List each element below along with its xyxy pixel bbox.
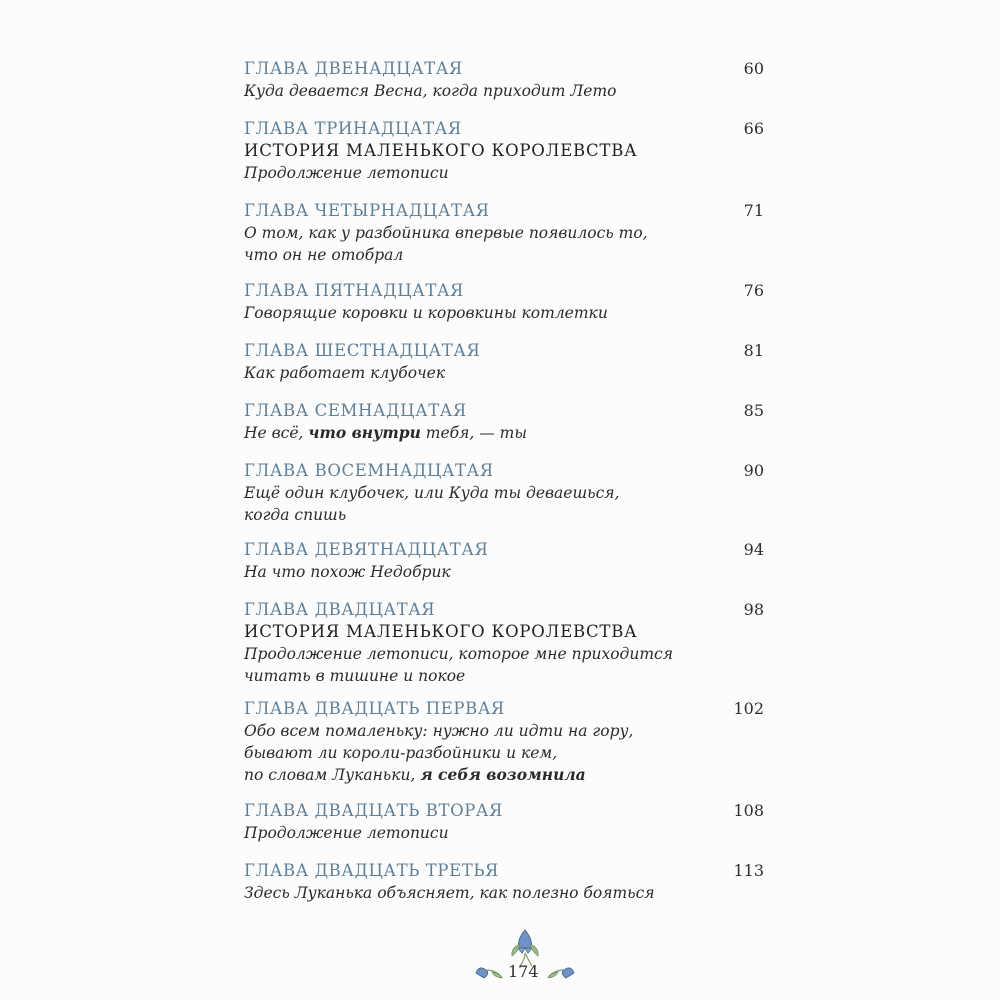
chapter-title: ГЛАВА ПЯТНАДЦАТАЯ [244, 281, 464, 300]
chapter-row [244, 118, 764, 140]
chapter-description: Куда девается Весна, когда приходит Лето [244, 82, 617, 100]
chapter-description: Продолжение летописи [244, 824, 449, 842]
chapter-title: ГЛАВА ВОСЕМНАДЦАТАЯ [244, 461, 494, 480]
chapter-title: ГЛАВА ТРИНАДЦАТАЯ [244, 119, 462, 138]
toc-entry [244, 58, 764, 102]
chapter-title: ГЛАВА ДВАДЦАТАЯ [244, 600, 436, 619]
page-number: 98 [743, 600, 764, 619]
chapter-title: ГЛАВА СЕМНАДЦАТАЯ [244, 401, 467, 420]
page-number: 81 [743, 341, 764, 360]
toc-entry [244, 400, 764, 444]
toc-entry [244, 698, 764, 786]
page-number: 94 [743, 540, 764, 559]
chapter-description: читать в тишине и покое [244, 667, 466, 685]
chapter-description: Ещё один клубочек, или Куда ты деваешься, [244, 484, 620, 502]
description-bold-part: что внутри [308, 423, 421, 442]
toc-entry [244, 200, 764, 266]
page-number: 85 [743, 401, 764, 420]
chapter-description: На что похож Недобрик [244, 563, 451, 581]
page-number: 66 [743, 119, 764, 138]
chapter-title: ГЛАВА ЧЕТЫРНАДЦАТАЯ [244, 201, 490, 220]
chapter-title: ГЛАВА ДВАДЦАТЬ ПЕРВАЯ [244, 699, 505, 718]
chapter-row [244, 460, 764, 482]
chapter-title: ГЛАВА ДВЕНАДЦАТАЯ [244, 59, 463, 78]
page-number: 113 [733, 861, 764, 880]
page-number: 108 [733, 801, 764, 820]
description-part: по словам Луканьки, [244, 766, 421, 784]
chapter-description: Продолжение летописи [244, 164, 449, 182]
chapter-row [244, 58, 764, 80]
chapter-row [244, 400, 764, 422]
page-number: 60 [743, 59, 764, 78]
toc-entry [244, 800, 764, 844]
chapter-description: Говорящие коровки и коровкины котлетки [244, 304, 608, 322]
page-number: 90 [743, 461, 764, 480]
page-number: 102 [733, 699, 764, 718]
chapter-description: что он не отобрал [244, 246, 404, 264]
chapter-title: ГЛАВА ДВАДЦАТЬ ТРЕТЬЯ [244, 861, 499, 880]
toc-entry [244, 340, 764, 384]
toc-entry [244, 460, 764, 526]
page-footer [470, 926, 580, 986]
toc-entry [244, 539, 764, 583]
chapter-row [244, 200, 764, 222]
chapter-description: бывают ли короли-разбойники и кем, [244, 744, 558, 762]
chapter-description: О том, как у разбойника впервые появилось то, [244, 224, 648, 242]
chapter-description: Здесь Луканька объясняет, как полезно бояться [244, 884, 655, 902]
chapter-title: ГЛАВА ДВАДЦАТЬ ВТОРАЯ [244, 801, 503, 820]
chapter-row [244, 800, 764, 822]
chapter-description: Как работает клубочек [244, 364, 446, 382]
section-subheading: ИСТОРИЯ МАЛЕНЬКОГО КОРОЛЕВСТВА [244, 622, 638, 641]
chapter-row [244, 599, 764, 621]
toc-entry [244, 118, 764, 184]
chapter-description: Обо всем помаленьку: нужно ли идти на гору, [244, 722, 634, 740]
description-part: тебя, — ты [420, 424, 527, 442]
page-number-footer: 174 [508, 962, 539, 981]
chapter-description [244, 764, 764, 786]
chapter-row [244, 698, 764, 720]
section-subheading: ИСТОРИЯ МАЛЕНЬКОГО КОРОЛЕВСТВА [244, 141, 638, 160]
chapter-description: когда спишь [244, 506, 347, 524]
chapter-row [244, 860, 764, 882]
chapter-row [244, 539, 764, 561]
description-bold-part: я себя возомнила [420, 765, 586, 784]
description-part: Не всё, [244, 424, 309, 442]
chapter-title: ГЛАВА ШЕСТНАДЦАТАЯ [244, 341, 481, 360]
toc-entry [244, 599, 764, 687]
chapter-row [244, 280, 764, 302]
chapter-row [244, 340, 764, 362]
page-number: 71 [743, 201, 764, 220]
toc-entry [244, 860, 764, 904]
chapter-description: Продолжение летописи, которое мне приходится [244, 645, 673, 663]
toc-entry [244, 280, 764, 324]
page-number: 76 [743, 281, 764, 300]
chapter-title: ГЛАВА ДЕВЯТНАДЦАТАЯ [244, 540, 489, 559]
chapter-description [244, 422, 764, 444]
